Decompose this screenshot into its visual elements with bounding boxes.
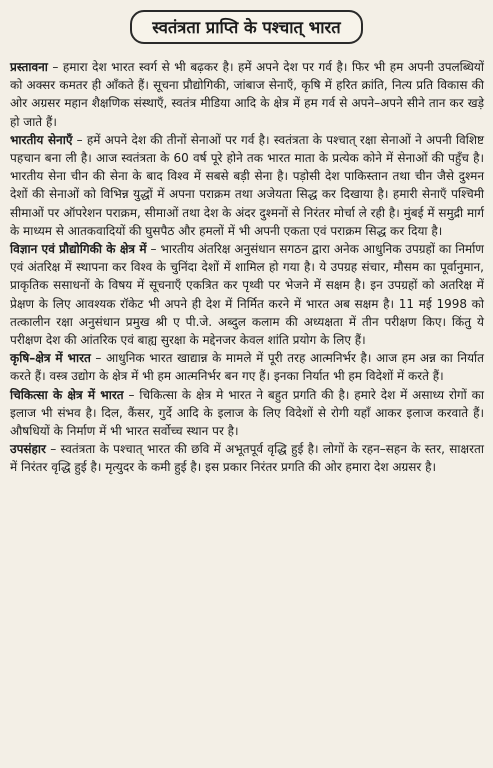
paragraph-agriculture (10, 349, 484, 385)
text-conclusion: – स्वतंत्रता के पश्चात् भारत की छवि में अभूतपूर्व वृद्धि हुई है। लोगों के रहन–सहन के स्तर, साक्षरता में निरंतर वृद्धि हुई है। मृत्युदर के कमी हुई है। इस प्रकार निरंतर प्रगति की ओर हमारा देश अग्रसर है। (10, 442, 484, 475)
paragraph-armed-forces (10, 131, 484, 240)
paragraph-medical (10, 386, 484, 441)
page-title: स्वतंत्रता प्राप्ति के पश्चात् भारत (130, 10, 362, 44)
heading-armed-forces: भारतीय सेनाएँ (10, 132, 73, 147)
paragraph-science-technology (10, 240, 484, 349)
text-armed-forces: – हमें अपने देश की तीनों सेनाओं पर गर्व है। स्वतंत्रता के पश्चात् रक्षा सेनाओं ने अपनी विशिष्ट पहचान बना ली है। आज स्वतंत्रता के 60 वर्ष पूरे होने तक भारत माता के प्रत्येक कोने में सेनाओं की पहुँच है। भारतीय सेना चीन की सेना के बाद विश्व में सबसे बड़ी सेना है। पड़ोसी देश पाकिस्तान तथा चीन जैसे दुश्मन देशों की सेनाओं को विभिन्न युद्धों में अपना पराक्रम तथा अजेयता सिद्ध कर दिखाया है। हमारी सेनाएँ पश्चिमी सीमाओं पर ऑपरेशन पराक्रम, सीमाओं तथा देश के अंदर दुश्मनों से निरंतर मोर्चा ले रही है। मुंबई में समुद्री मार्ग के माध्यम से आतकवादियों की घुसपैठ और हमलों में भी अपनी एकता एवं पराक्रम सिद्ध कर दिया है। (10, 132, 485, 238)
heading-medical: चिकित्सा के क्षेत्र में भारत (10, 387, 124, 402)
text-medical: – चिकित्सा के क्षेत्र मे भारत ने बहुत प्रगति की है। हमारे देश में असाध्य रोगों का इलाज भी संभव है। दिल, कैंसर, गुर्दे आदि के इलाज के लिए विदेशों से रोगी यहाँ आकर इलाज करवाते हैं। औषधियों के निर्माण में भी भारत सर्वोच्च स्थान पर है। (10, 387, 484, 439)
paragraph-introduction (10, 58, 484, 131)
text-science-technology: – भारतीय अंतरिक्ष अनुसंधान सगठन द्वारा अनेक आधुनिक उपग्रहों का निर्माण एवं अंतरिक्ष में स्थापना कर विश्व के चुनिंदा देशों में शामिल हो गया है। ये उपग्रह संचार, मौसम का पूर्वानुमान, प्राकृतिक ससाधनों के विषय में सूचनाएँ एकत्रित कर पृथ्वी पर भेजने में सक्षम है। इन उपग्रहों को अतरिक्ष में प्रेक्षण के लिए आवश्यक रॉकेट भी अपने ही देश में निर्मित करने में भारत अब सक्षम है। 11 मई 1998 को तत्कालीन रक्षा अनुसंधान प्रमुख श्री ए पी.जे. अब्दुल कलाम की अध्यक्षता में तीन परीक्षण किए। किंतु ये परीक्षण देश की आंतरिक एवं बाह्य सुरक्षा के मद्देनजर केवल शांति प्रयोग के लिए हैं। (10, 242, 484, 348)
heading-conclusion: उपसंहार (10, 442, 46, 457)
text-introduction: – हमारा देश भारत स्वर्ग से भी बढ़कर है। हमें अपने देश पर गर्व है। फिर भी हम अपनी उपलब्धियों को अक्सर कमतर ही आँकते हैं। सूचना प्रौद्योगिकी, जांबाज सेनाएँ, कृषि में हरित क्रांति, नित्य प्रति विकास की ओर अग्रसर महान शैक्षणिक संस्थाएँ, स्वतंत्र मीडिया आदि के क्षेत्र में हम गर्व से अपने–अपने सीने तान कर खड़े हो जाते हैं। (10, 60, 484, 129)
heading-introduction: प्रस्तावना (10, 60, 48, 74)
title-container (0, 10, 493, 44)
heading-agriculture: कृषि–क्षेत्र में भारत (10, 351, 91, 366)
heading-science-technology: विज्ञान एवं प्रौद्योगिकी के क्षेत्र में (10, 242, 147, 257)
text-agriculture: – आधुनिक भारत खाद्यान्न के मामले में पूरी तरह आत्मनिर्भर है। आज हम अन्न का निर्यात करते हैं। वस्त्र उद्योग के क्षेत्र में भी हम आत्मनिर्भर बन गए हैं। इनका निर्यात भी हम विदेशों में करते हैं। (10, 351, 484, 384)
essay-body (10, 58, 484, 477)
paragraph-conclusion (10, 440, 484, 476)
